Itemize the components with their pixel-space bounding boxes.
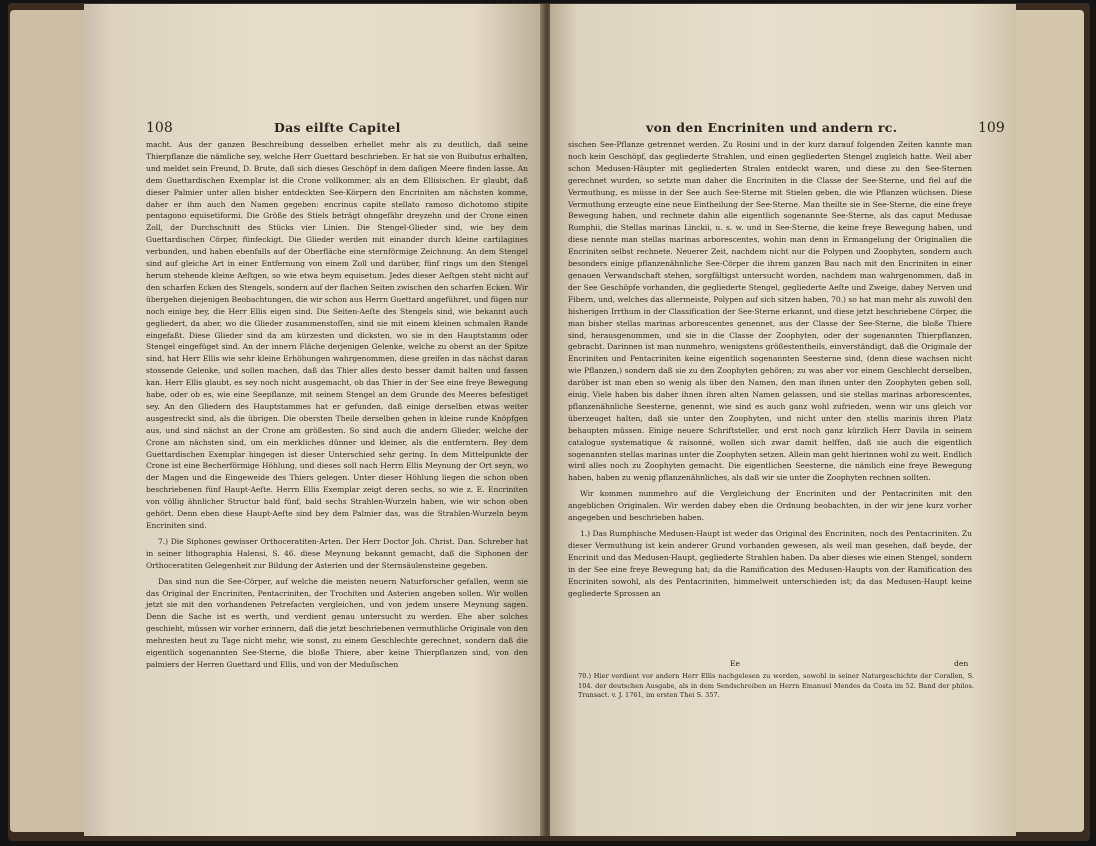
right-page-edges <box>1016 10 1084 832</box>
left-page-edges <box>10 10 84 832</box>
left-paragraph-3: Das sind nun die See-Cörper, auf welche die meisten neuern Naturforscher gefallen, wenn sie das Original der Encriniten, Pentacriniten, der Trochiten und Asterien angeben sollen. Wir wollen jetzt sie mit den vorhandenen Petrefacten vergleichen, und von jedem unsere Meynung sagen. Denn die Sache ist es werth, und verdient genau untersucht zu werden. Ehe aber solches geschieht, müssen wir vorher erinnern, daß die jetzt beschriebenen vermuthliche Originale von den mehresten heut zu Tage nicht mehr, wie sonst, zu einem Geschlechte gerechnet, sondern daß die eigentlich sogenannten See-Sterne, die bloße Thiere, aber keine Thierpflanzen sind, von den palmiers der Herren Guettard und Ellis, und von der Meduſischen <box>146 576 528 669</box>
signature-mark: Ee <box>730 659 741 668</box>
catchword: den <box>954 659 969 668</box>
right-paragraph-2: Wir kommen nunmehro auf die Vergleichung der Encriniten und der Pentacriniten mit den angeblichen Originalen. Wir werden dabey eben die Ordnung beobachten, in der wir jene kurz vorher angegeben und beschrieben haben. <box>568 489 972 523</box>
right-running-header: von den Encriniten und andern rc. <box>646 120 898 135</box>
right-paragraph-1: sischen See-Pflanze getrennet werden. Zu Rosini und in der kurz darauf folgenden Zeiten kannte man noch kein Geschöpf, das gegliederte Strahlen, und einen gegliederten Stengel zugleich hatte. Weil aber schon Medusen-Häupter mit gegliederten Stralen entdeckt waren, und diese zu den See-Sternen gerechnet wurden, so setzte man daher die Encriniten in die Classe der See-Sterne, und fiel auf die Vermuthung, es müsse in der See auch See-Sterne mit Stielen geben, die wie Pflanzen wüchsen. Diese Vermuthung erzeugte eine neue Eintheilung der See-Sterne. Man theilte sie in See-Sterne, die eine freye Bewegung haben, und rechnete dahin alle eigentlich sogenannte See-Sterne, als das caput Medusae Rumphii, die Stellas marinas Linckii, u. s. w. und in See-Sterne, die keine freye Bewegung haben, und diese nennte man stellas marinas arborescentes, wohin man denn in Ermangelung der Originalien die Encriniten selbst rechnete. Neuerer Zeit, nachdem nicht nur die Polypen und Zoophyten, sondern auch besonders einige pflanzenähnliche See-Cörper die ihrem ganzen Bau nach mit den Encriniten in einer genauen Verwandschaft stehen, sorgfältigst untersucht worden, nachdem man wahrgenommen, daß in der See Geschöpfe vorhanden, die gegliederte Stengel, gegliederte Aeſte und Zweige, dabey Nerven und Fibern, und, welches das allermeiste, Polypen auf sich sitzen haben, 70.) so hat man mehr als zuwohl den bisherigen Irrthum in der Classification der See-Sterne erkannt, und diese jetzt beschriebene Cörper, die man bisher stellas marinas arborescentes genennet, aus der Classe der See-Sterne, die bloße Thiere sind, herausgenommen, und sie in die Classe der Zoophyten, oder der sogenannten Thierpflanzen, gebracht. Darinnen ist man nunmehro, wenigstens größestentheils, einverständigt, daß die Originale der Encriniten und Pentacriniten keine eigentlich sogenannten Seesterne sind, (denn diese wachsen nicht wie Pflanzen,) sondern daß sie zu den Zoophyten gehören; zu was aber vor einem Geschlecht derselben, darüber ist man eben so wenig als über den Namen, den man ihnen unter den Zoophyten geben soll, einig. Viele haben bis daher ihnen ihren alten Namen gelassen, und sie stellas marinas arborescentes, pflanzenähnliche Seesterne, genennt, wie sind es auch ganz wohl zufrieden, wenn wir uns gleich vor überzeuget halten, daß sie unter den Zoophyten, und nicht unter den stellis marinis ihren Platz behaupten müssen. Einige neuere Schriftsteller, und erst noch ganz kürzlich Herr Davila in seinem catalogue systematique & raisonné, wollen sich zwar damit helffen, daß sie auch die eigentlich sogenannten stellas marinas unter die Zoophyten setzen. Allein man geht hierinnen wohl zu weit. Endlich wird alles noch zu Zoophyten gemacht. Die eigentlichen Seesterne, die nämlich eine freye Bewegung haben, haben zu wenig pflanzenähnliches, als daß wir sie unter die Zoophyten rechnen sollten. <box>568 140 972 483</box>
left-page-number: 108 <box>146 120 173 136</box>
left-text-block <box>146 139 528 671</box>
right-paragraph-3: 1.) Das Rumphische Medusen-Haupt ist weder das Original des Encriniten, noch des Pentacriniten. Zu dieser Vermuthung ist kein anderer Grund vorhanden gewesen, als weil man gesehen, daß beyde, der Encrinit und das Medusen-Haupt, gegliederte Strahlen haben. Da aber dieses wie einen Stengel, sondern in der See eine freye Bewegung hat; da die Ramification des Medusen-Haupts von der Ramification des Encriniten sowohl, als des Pentacriniten, himmelweit unterschieden ist; da das Medusen-Haupt keine gegliederte Sprossen an <box>568 529 972 598</box>
footnote: 70.) Hier verdient vor andern Herr Ellis nachgelesen zu werden, sowohl in seiner Naturgeschichte der Corallen, S. 104. der deutschen Ausgabe, als in dem Sendschreiben an Herrn Emanuel Mendes da Costa im 52. Band der philos. Transact. v. J. 1761, im ersten Thei S. 357. <box>578 672 974 699</box>
left-page <box>84 4 544 836</box>
left-paragraph-2: 7.) Die Siphones gewisser Orthoceratiten-Arten. Der Herr Doctor Joh. Christ. Dan. Schreber hat in seiner lithographia Halensi, S. 46. diese Meynung bekannt gemacht, daß die Siphonen der Orthoceratiten Gelegenheit zur Bildung der Asterien und der Sternsäulensteine gegeben. <box>146 536 528 570</box>
right-page-number: 109 <box>978 120 1005 136</box>
left-running-header: Das eilfte Capitel <box>274 120 401 135</box>
left-paragraph-1: macht. Aus der ganzen Beschreibung desselben erhellet mehr als zu deutlich, daß seine Thierpflanze die nämliche sey, welche Herr Guettard beschrieben. Er hat sie von Buibutus erhalten, und meldet sein Freund, D. Brute, daß sich dieses Geschöpf in dem daſigen Meere finden lasse. An dem Guettardischen Exemplar ist die Crone vollkommer, als an dem Ellisischen. Er glaubt, daß dieser Palmier unter allen bisher entdeckten See-Körpern den Encriniten am nächsten komme, daher er ihm auch den Namen gegeben: encrinus capite stellato ramoso dichotomo stipite pentagono equisetiformi. Die Größe des Stiels beträgt ohngefähr dreyzehn und der Crone einen Zoll, der Durchschnitt des Stücks vier Linien. Die Stengel-Glieder sind, wie bey dem Guettardischen Cörper, fünfeckigt. Die Glieder werden mit einander durch kleine cartilagines verbunden, und haben ebenfalls auf der Oberfläche eine sternförmige Zeichnung. An dem Stengel sind auf gleiche Art in einer Entfernung von einem Zoll und darüber, fünf rings um den Stengel herum stehende kleine Aeſtgen, so wie etwa beym equisetum. Jedes dieser Aeſtgen steht nicht auf den scharfen Ecken des Stengels, sondern auf der flachen Seiten zwischen den scharfen Ecken. Wir übergehen diejenigen Beobachtungen, die wir schon aus Herrn Guettard angeführet, und fügen nur noch einige bey, die Herr Ellis eigen sind. Die Seiten-Aeſte des Stengels sind, wie bekannt auch gegliedert, da aber, wo die Glieder zusammenstoſſen, sind sie mit einem kleinen schmalen Rande eingefaßt. Diese Glieder sind da am kürzesten und dicksten, wo sie in den Hauptstamm oder Stengel eingefüget sind. An der innern Fläche derjenigen Gelenke, welche zu oberst an der Spitze sind, hat Herr Ellis wie sehr kleine Erhöhungen wahrgenommen, diese greifen in das nächst daran stossende Gelenke, und sollen machen, daß das Thier alles desto besser damit halten und fassen kan. Herr Ellis glaubt, es sey noch nicht ausgemacht, ob das Thier in der See eine freye Bewegung habe, oder ob es, wie eine Seepflanze, mit seinem Stengel an dem Grunde des Meeres befestiget sey. An den Gliedern des Hauptstammes hat er gefunden, daß einige derselben etwas weiter ausgestreckt sind, als die übrigen. Die obersten Theile derselben gehen in kleine runde Knöpfgen aus, und sind nächst an der Crone am größesten. So sind auch die andern Glieder, welche der Crone am nächsten sind, um ein merkliches dünner und kleiner, als die entferntern. Bey dem Guettardischen Exemplar hingegen ist dieser Unterschied sehr gering. In dem Mittelpunkte der Crone ist eine Becherförmige Höhlung, und dieses soll nach Herrn Ellis Meynung der Ort seyn, wo der Magen und die Eingeweide des Thiers gelegen. Unter dieser Höhlung liegen die schon oben beschriebenen fünf Haupt-Aeſte. Herrn Ellis Exemplar zeigt deren sechs, so wie z. E. Encriniten von völlig ähnlicher Structur bald fünf, bald sechs Strahlen-Wurzeln haben, wie wir schon oben gehört. Denn eben diese Haupt-Aeſte sind bey dem Palmier das, was die Strahlen-Wurzeln beym Encriniten sind. <box>146 140 528 530</box>
right-text-block <box>568 139 972 599</box>
right-page <box>550 4 1016 836</box>
